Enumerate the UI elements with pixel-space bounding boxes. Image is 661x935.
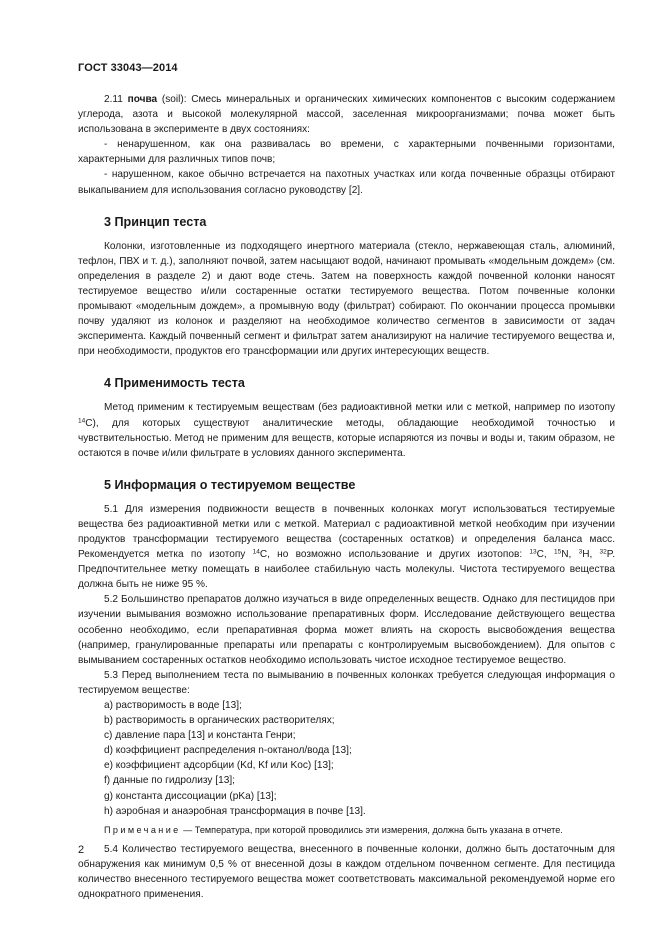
list-item: d) коэффициент распределения n-октанол/вода [13]; [104,745,352,757]
list-item: f) данные по гидролизу [13]; [104,775,235,787]
page-number: 2 [78,844,85,856]
section-5-heading: 5 Информация о тестируемом веществе [104,477,356,492]
note-text: — Температура, при которой проводились эти измерения, должна быть указана в отчете. [180,824,563,835]
clause-5-4: 5.4 Количество тестируемого вещества, внесенного в почвенные колонки, должно быть достаточным для обнаружения как минимум 0,5 % от внесенной дозы в каждом отдельном почвенном сегменте. Для пестицида количество внесенного тестируемого вещества может соответствовать максимальной рекомендуемой норме его однократного применения. [78,843,615,901]
list-item: а) растворимость в воде [13]; [104,700,242,711]
note-label: Примечание [104,824,181,835]
list-item: e) коэффициент адсорбции (Kd, Kf или Koc) [13]; [104,760,334,772]
definition-dash-2: - нарушенном, какое обычно встречается на пахотных участках или когда почвенные образцы отбирают выкапыванием для использования согласно руководству [2]. [78,169,615,196]
list-item: h) аэробная и анаэробная трансформация в почве [13]. [104,805,366,817]
section-4-paragraph: Метод применим к тестируемым веществам (без радиоактивной метки или с меткой, например по изотопу $^{14}$C), для которых существуют аналитические методы, обладающие необходимой точностью и чувствительностью. Метод не применим для веществ, которые испаряются из почвы и воды и, таким образом, не остаются в почве и/или фильтрате в условиях данного эксперимента. [78,402,615,459]
definition-dash-1: - ненарушенном, как она развивалась во времени, с характерными почвенными горизонтами, характерными для различных типов почв; [78,139,615,166]
section-4-heading: 4 Применимость теста [104,376,245,391]
list-item: g) константа диссоциации (pKa) [13]; [104,790,277,802]
section-3-heading: 3 Принцип теста [104,214,207,229]
definition-2-11: 2.11 почва (soil): Смесь минеральных и органических химических компонентов с высоким содержанием углерода, азота и высокой молекулярной массой, заселенная микроорганизмами; почва может быть использована в эксперименте в двух состояниях: [78,94,616,136]
list-item: b) растворимость в органических растворителях; [104,715,335,727]
document-body [78,92,615,902]
section-3-paragraph: Колонки, изготовленные из подходящего инертного материала (стекло, нержавеющая сталь, алюминий, тефлон, ПВХ и т. д.), заполняют почвой, затем насыщают водой, начинают промывать «модельным дождем» (см. определения в разделе 2) и дают воде стечь. Затем на поверхность каждой почвенной колонки наносят тестируемое вещество и/или состаренные остатки тестируемого вещества. Потом почвенные колонки промывают «модельным дождем», а промывную воду (фильтрат) собирают. По окончании процесса промывки почву удаляют из колонок и разделяют на необходимое количество сегментов в зависимости от задач эксперимента. Каждый почвенный сегмент и фильтрат затем анализируют на наличие тестируемого вещества и, при необходимости, продуктов его трансформации или других интересующих веществ. [78,240,615,358]
clause-5-2: 5.2 Большинство препаратов должно изучаться в виде определенных веществ. Однако для пестицидов при изучении вымывания возможно использование препаративных форм. Исследование действующего вещества особенно необходимо, если препаративная форма может влиять на скорость высвобождения вещества (например, гранулированные препараты или препараты с контролируемым высвобождением). Для опытов с вымыванием состаренных остатков необходимо использовать чистое исходное тестируемое вещество. [78,594,615,666]
clause-5-1: 5.1 Для измерения подвижности веществ в почвенных колонках могут использоваться тестируемые вещества без радиоактивной метки или с меткой. Материал с радиоактивной меткой необходим при изучении продуктов трансформации тестируемого вещества (состаренных остатков) и определения баланса масс. Рекомендуется метка по изотопу $^{14}$C, но возможно использование и других изотопов: $^{13}$C, $^{15}$N, $^3$H, $^{32}$P. Предпочтительнее метку помещать в наиболее стабильную часть молекулы. Чистота тестируемого вещества должна быть не ниже 95 %. [78,503,616,591]
document-header: ГОСТ 33043—2014 [78,62,178,74]
list-item: c) давление пара [13] и константа Генри; [104,730,296,742]
clause-5-3: 5.3 Перед выполнением теста по вымыванию в почвенных колонках требуется следующая информация о тестируемом веществе: [78,669,615,696]
note [78,819,615,842]
term-soil: почва [127,94,158,105]
